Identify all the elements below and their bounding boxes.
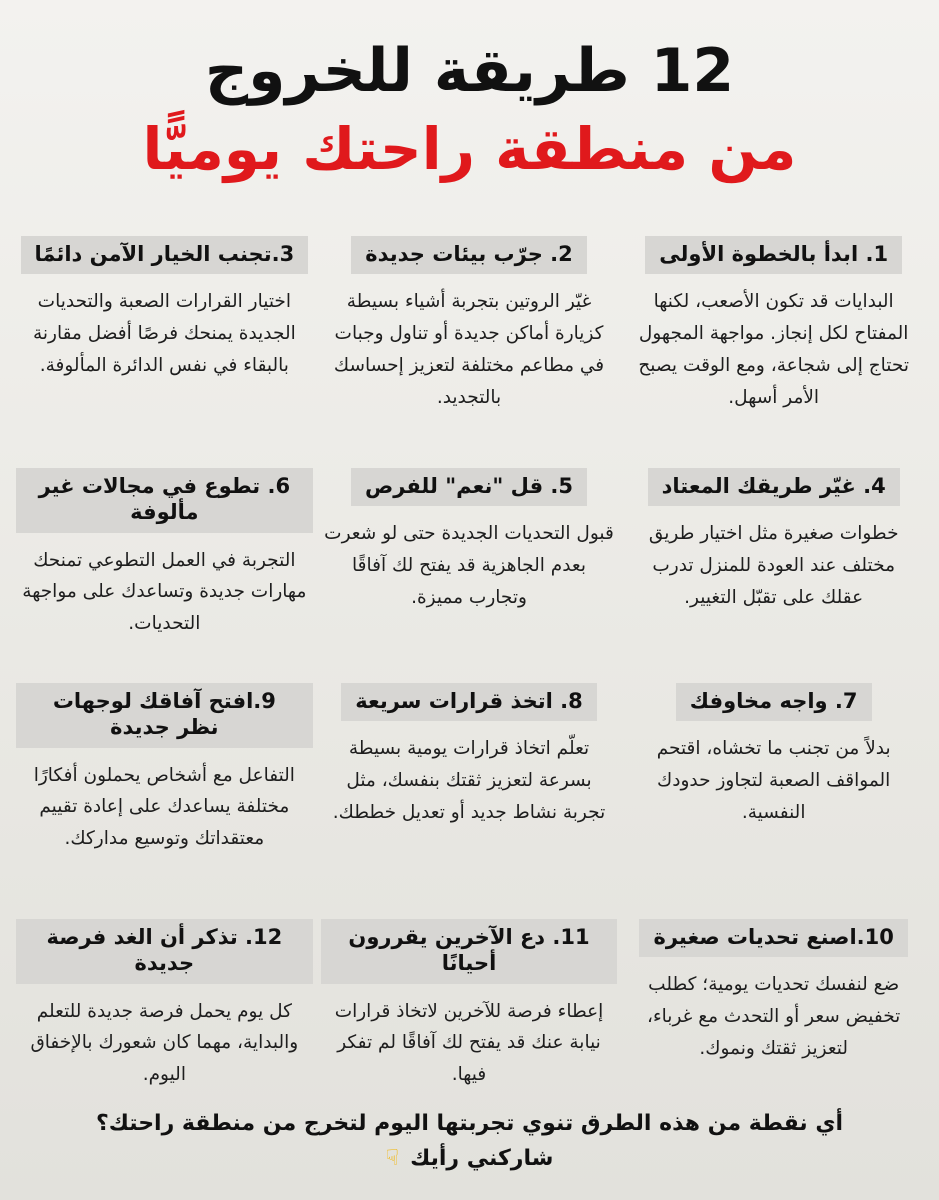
tip-card-2 — [321, 236, 618, 468]
footer-question: أي نقطة من هذه الطرق تنوي تجربتها اليوم لتخرج من منطقة راحتك؟ — [95, 1111, 844, 1136]
tip-body: خطوات صغيرة مثل اختيار طريق مختلف عند العودة للمنزل تدرب عقلك على تقبّل التغيير. — [648, 523, 899, 608]
tip-body: بدلاً من تجنب ما تخشاه، اقتحم المواقف الصعبة لتجاوز حدودك النفسية. — [656, 738, 891, 823]
tips-grid — [16, 236, 922, 1086]
tip-card-10 — [625, 919, 922, 1074]
tip-card-3 — [16, 236, 313, 468]
tip-card-1 — [625, 236, 922, 468]
tip-title: 3.تجنب الخيار الآمن دائمًا — [21, 236, 309, 274]
tip-card-5 — [321, 468, 618, 683]
tip-title: 5. قل "نعم" للفرص — [351, 468, 587, 506]
tip-body: إعطاء فرصة للآخرين لاتخاذ قرارات نيابة عنك قد يفتح لك آفاقًا لم تفكر فيها. — [334, 1000, 604, 1086]
tip-card-8 — [321, 683, 618, 919]
tip-title: 6. تطوع في مجالات غير مألوفة — [16, 468, 313, 533]
tip-title: 7. واجه مخاوفك — [676, 683, 872, 721]
tip-title: 9.افتح آفاقك لوجهات نظر جديدة — [16, 683, 313, 748]
tip-card-9 — [16, 683, 313, 919]
tip-card-7 — [625, 683, 922, 919]
tip-body: التجربة في العمل التطوعي تمنحك مهارات جديدة وتساعدك على مواجهة التحديات. — [22, 549, 307, 635]
page-title: 12 طريقة للخروج — [204, 36, 735, 106]
footer — [0, 1106, 939, 1176]
tip-body: تعلّم اتخاذ قرارات يومية بسيطة بسرعة لتعزيز ثقتك بنفسك، مثل تجربة نشاط جديد أو تعديل خططك. — [332, 738, 606, 823]
tip-card-12 — [16, 919, 313, 1086]
tip-body: البدايات قد تكون الأصعب، لكنها المفتاح لكل إنجاز. مواجهة المجهول تحتاج إلى شجاعة، ومع الوقت يصبح الأمر أسهل. — [638, 291, 909, 408]
tip-body: التفاعل مع أشخاص يحملون أفكارًا مختلفة يساعدك على إعادة تقييم معتقداتك وتوسيع مداركك. — [33, 764, 295, 850]
tip-card-11 — [321, 919, 618, 1086]
tip-card-6 — [16, 468, 313, 683]
tip-title: 11. دع الآخرين يقررون أحيانًا — [321, 919, 618, 984]
footer-cta-row — [0, 1141, 939, 1176]
tip-title: 1. ابدأ بالخطوة الأولى — [645, 236, 902, 274]
tip-title: 2. جرّب بيئات جديدة — [351, 236, 587, 274]
tip-title: 4. غيّر طريقك المعتاد — [648, 468, 900, 506]
pointing-down-hand-icon: ☟ — [385, 1146, 400, 1172]
tip-body: كل يوم يحمل فرصة جديدة للتعلم والبداية، مهما كان شعورك بالإخفاق اليوم. — [30, 1000, 299, 1086]
tip-card-4 — [625, 468, 922, 683]
tip-body: غيّر الروتين بتجربة أشياء بسيطة كزيارة أماكن جديدة أو تناول وجبات في مطاعم مختلفة لتعزيز إحساسك بالتجديد. — [333, 291, 605, 408]
tip-body: قبول التحديات الجديدة حتى لو شعرت بعدم الجاهزية قد يفتح لك آفاقًا وتجارب مميزة. — [324, 523, 614, 608]
tip-title: 8. اتخذ قرارات سريعة — [341, 683, 596, 721]
footer-cta: شاركني رأيك — [410, 1146, 554, 1172]
page-subtitle: من منطقة راحتك يوميًّا — [142, 115, 797, 183]
tip-body: اختيار القرارات الصعبة والتحديات الجديدة يمنحك فرصًا أفضل مقارنة بالبقاء في نفس الدائرة المألوفة. — [32, 291, 296, 376]
tip-body: ضع لنفسك تحديات يومية؛ كطلب تخفيض سعر أو التحدث مع غرباء، لتعزيز ثقتك ونموك. — [647, 974, 901, 1059]
tip-title: 12. تذكر أن الغد فرصة جديدة — [16, 919, 313, 984]
tip-title: 10.اصنع تحديات صغيرة — [639, 919, 907, 957]
